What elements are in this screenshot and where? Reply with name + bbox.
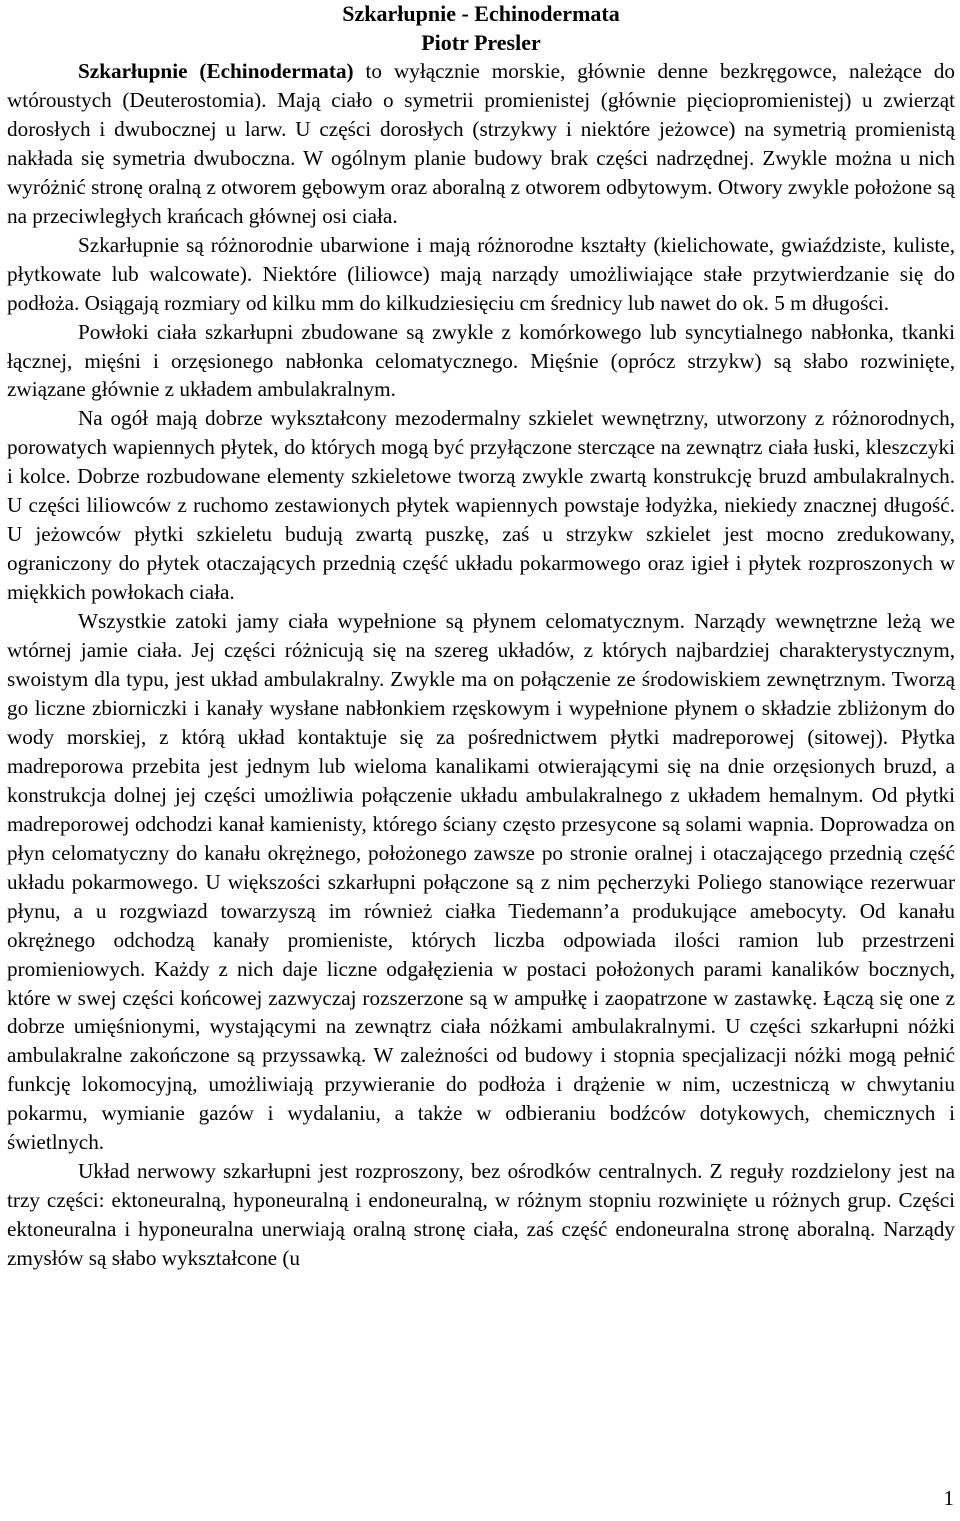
intro-text: to wyłącznie morskie, głównie denne bezkręgowce, należące do wtóroustych (Deuterostomia). Mają ciało o symetrii promienistej (głównie pięciopromienistej) u zwierząt dorosłych i dwubocznej u larw. U części dorosłych (strzykwy i niektóre jeżowce) na symetrią promienistą nakłada się symetria dwuboczna. W ogólnym planie budowy brak części nadrzędnej. Zwykle można u nich wyróżnić stronę oralną z otworem gębowym oraz aboralną z otworem odbytowym. Otwory zwykle położone są na przeciwległych krańcach głównej osi ciała. xyxy=(7,59,955,228)
intro-paragraph xyxy=(7,57,955,231)
paragraph-appearance: Szkarłupnie są różnorodnie ubarwione i mają różnorodne kształty (kielichowate, gwiaździste, kuliste, płytkowate lub walcowate). Niektóre (liliowce) mają narządy umożliwiające stałe przytwierdzanie się do podłoża. Osiągają rozmiary od kilku mm do kilkudziesięciu cm średnicy lub nawet do ok. 5 m długości. xyxy=(7,232,955,315)
paragraph-ambulacral-system: Wszystkie zatoki jamy ciała wypełnione są płynem celomatycznym. Narządy wewnętrzne leżą we wtórnej jamie ciała. Jej części różnicują się na szereg układów, z których najbardziej charakterystycznym, swoistym dla typu, jest układ ambulakralny. Zwykle ma on połączenie ze środowiskiem zewnętrznym. Tworzą go liczne zbiorniczki i kanały wysłane nabłonkiem rzęskowym i wypełnione płynem o składzie zbliżonym do wody morskiej, z którą układ kontaktuje się za pośrednictwem płytki madreporowej (sitowej). Płytka madreporowa przebita jest jednym lub wieloma kanalikami otwierającymi się na dnie orzęsionych bruzd, a konstrukcja dolnej jej części umożliwia połączenie układu ambulakralnego z układem hemalnym. Od płytki madreporowej odchodzi kanał kamienisty, którego ściany często przesycone są solami wapnia. Doprowadza on płyn celomatyczny do kanału okrężnego, położonego zawsze po stronie oralnej i otaczającego przednią część układu pokarmowego. U większości szkarłupni połączone są z nim pęcherzyki Poliego stanowiące rezerwuar płynu, a u rozgwiazd towarzyszą im również ciałka Tiedemann’a produkujące amebocyty. Od kanału okrężnego odchodzą kanały promieniste, których liczba odpowiada ilości ramion lub przestrzeni promieniowych. Każdy z nich daje liczne odgałęzienia w postaci położonych parami kanalików bocznych, które w swej części końcowej zazwyczaj rozszerzone są w ampułkę i zaopatrzone w zastawkę. Łączą się one z dobrze umięśnionymi, wystającymi na zewnątrz ciała nóżkami ambulakralnymi. U części szkarłupni nóżki ambulakralne zakończone są przyssawką. W zależności od budowy i stopnia specjalizacji nóżki mogą pełnić funkcję lokomocyjną, umożliwiają przywieranie do podłoża i drążenie w nim, uczestniczą w chwytaniu pokarmu, wymianie gazów i wydalaniu, a także w odbieraniu bodźców dotykowych, chemicznych i świetlnych. xyxy=(7,609,955,1155)
paragraph-nervous-system: Układ nerwowy szkarłupni jest rozproszony, bez ośrodków centralnych. Z reguły rozdzielony jest na trzy części: ektoneuralną, hyponeuralną i endoneuralną, w różnym stopniu rozwinięte u różnych grup. Części ektoneuralna i hyponeuralna unerwiają oralną stronę ciała, zaś część endoneuralna stronę aboralną. Narządy zmysłów są słabo wykształcone (u xyxy=(7,1159,955,1271)
document-title: Szkarłupnie - Echinodermata xyxy=(342,1,620,26)
paragraph-skeleton: Na ogół mają dobrze wykształcony mezodermalny szkielet wewnętrzny, utworzony z różnorodnych, porowatych wapiennych płytek, do których mogą być przyłączone sterczące na zewnątrz ciała łuski, kleszczyki i kolce. Dobrze rozbudowane elementy szkieletowe tworzą zwykle zwartą konstrukcję bruzd ambulakralnych. U części liliowców z ruchomo zestawionych płytek wapiennych powstaje łodyżka, niekiedy znacznej długość. U jeżowców płytki szkieletu budują zwartą puszkę, zaś u strzykw szkielet jest mocno zredukowany, ograniczony do płytek otaczających przednią część układu pokarmowego oraz igieł i płytek rozproszonych w miękkich powłokach ciała. xyxy=(7,406,955,605)
intro-bold-term: Szkarłupnie (Echinodermata) xyxy=(78,59,354,83)
page-number: 1 xyxy=(943,1486,954,1510)
document-page xyxy=(7,0,955,1273)
paragraph-body-wall: Powłoki ciała szkarłupni zbudowane są zwykle z komórkowego lub syncytialnego nabłonka, tkanki łącznej, mięśni i orzęsionego nabłonka celomatycznego. Mięśnie (oprócz strzykw) są słabo rozwinięte, związane głównie z układem ambulakralnym. xyxy=(7,319,955,402)
document-author: Piotr Presler xyxy=(421,30,541,55)
